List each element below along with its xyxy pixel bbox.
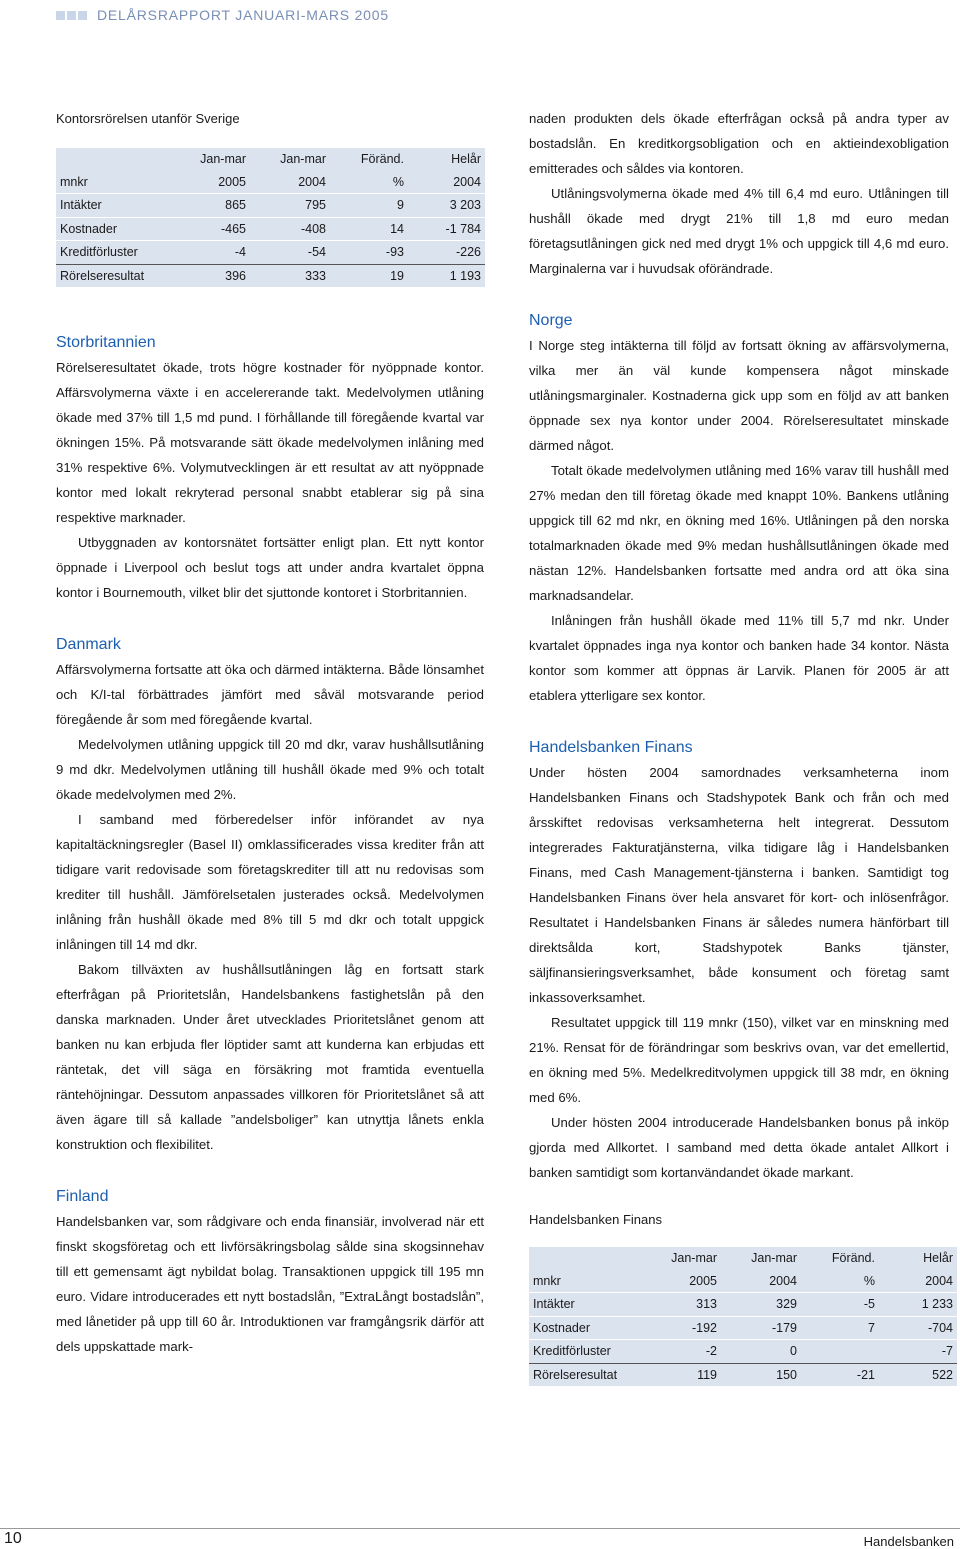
table-header-cell: Jan-mar	[647, 1247, 721, 1270]
table-cell: -2	[647, 1340, 721, 1364]
table-cell: 396	[176, 264, 250, 287]
table-header-cell: Helår	[408, 148, 485, 171]
paragraph: Bakom tillväxten av hushållsutlåningen låg en fortsatt stark efterfrågan på Prioritetslån, Handelsbankens fastighetslån på den danska marknaden. Under året utvecklades Prioritetslånet genom att banken nu kan erbjuda fler löptider samt att kunderna kan erbjudas ett räntetak, det vill säga en försäkring mot framtida eventuella räntehöjningar. Dessutom anpassades villkoren för Prioritetslånet så att även ägare till så kallade ”andelsboliger” kan utnyttja lånets enkla konstruktion och flexibilitet.	[56, 962, 484, 1152]
table-row	[56, 217, 485, 241]
table-header-cell: %	[801, 1270, 879, 1293]
table-cell: Kreditförluster	[529, 1340, 647, 1364]
table-header-cell	[56, 148, 176, 171]
section-heading-finland: Finland	[56, 1188, 109, 1205]
paragraph: Inlåningen från hushåll ökade med 11% till 5,7 md nkr. Under kvartalet öppnades inga nya kontor och banken hade 34 kontor. Nästa kontor som kommer att öppnas är Larvik. Planen för 2005 är att etablera ytterligare sex kontor.	[529, 613, 949, 703]
paragraph: Affärsvolymerna fortsatte att öka och därmed intäkterna. Både lönsamhet och K/I-tal förbättrades jämfört med såväl motsvarande period föregående år som med föregående kvartal.	[56, 662, 484, 727]
paragraph: Resultatet uppgick till 119 mnkr (150), vilket var en minskning med 21%. Rensat för de förändringar som beskrivs ovan, var det emellertid, en ökning med 5%. Medelkreditvolymen uppgick till 38 mdr, en ökning med 6%.	[529, 1015, 949, 1105]
table-cell: 795	[250, 194, 330, 218]
table-cell: 9	[330, 194, 408, 218]
table-cell: 522	[879, 1363, 957, 1386]
table-header-row	[56, 148, 485, 171]
paragraph: Utlåningsvolymerna ökade med 4% till 6,4 md euro. Utlåningen till hushåll ökade med drygt 21% till 1,8 md euro medan företagsutlåningen gick ned med drygt 1% och uppgick till 4,6 md euro. Marginalerna var i huvudsak oförändrade.	[529, 186, 949, 276]
table-cell: -179	[721, 1316, 801, 1340]
paragraph: naden produkten dels ökade efterfrågan också på andra typer av bostadslån. En kreditkorgsobligation och en aktieindexobligation emitterades och såldes via kontoren.	[529, 111, 949, 176]
table-cell: 0	[721, 1340, 801, 1364]
left-column	[56, 330, 484, 1359]
table-cell: Kostnader	[56, 217, 176, 241]
table-cell: Intäkter	[529, 1293, 647, 1317]
paragraph: I Norge steg intäkterna till följd av fortsatt ökning av affärsvolymerna, vilka mer än väl kunde kompensera något minskade utlåningsmarginaler. Kostnaderna gick upp som en följd av att banken öppnade sex nya kontor under 2004. Rörelseresultatet minskade därmed något.	[529, 338, 949, 453]
table-row	[56, 241, 485, 265]
table-cell: -7	[879, 1340, 957, 1364]
paragraph: Under hösten 2004 samordnades verksamheterna inom Handelsbanken Finans och Stadshypotek Bank och från och med årsskiftet redovisas verksamheterna helt integrerat. Dessutom integrerades Fakturatjänsterna, vilka tidigare låg i Handelsbanken Finans, med Cash Management-tjänsterna i banken. Samtidigt tog Handelsbanken Finans över hela ansvaret för kort- och inlösenfrågor. Resultatet i Handelsbanken Finans är således numera hänförbart till direktsålda kort, Stadshypotek Banks tjänster, säljfinansieringsverksamhet, både konsument och företag samt inkassoverksamhet.	[529, 765, 949, 1005]
table-cell: 19	[330, 264, 408, 287]
table-header-cell: Föränd.	[330, 148, 408, 171]
header-square-icon	[56, 11, 65, 20]
page-number: 10	[4, 1530, 22, 1547]
table-cell: 1 193	[408, 264, 485, 287]
table-cell: 313	[647, 1293, 721, 1317]
paragraph: Rörelseresultatet ökade, trots högre kostnader för nyöppnade kontor. Affärsvolymerna växte i en accelererande takt. Medelvolymen utlåning ökade med 37% till 1,5 md pund. I förhållande till föregående kvartal var ökningen 15%. På motsvarande sätt ökade medelvolymen inlåning med 31% respektive 6%. Volymutvecklingen är ett resultat av att nyöppnade kontor med lokalt rekryterad personal snabbt etablerar sig på sina respektive marknader.	[56, 360, 484, 525]
table2-caption: Handelsbanken Finans	[529, 1212, 662, 1227]
table-cell: 7	[801, 1316, 879, 1340]
table-header-cell: %	[330, 171, 408, 194]
table-cell: 14	[330, 217, 408, 241]
table-cell: Kreditförluster	[56, 241, 176, 265]
table-header-cell: 2004	[408, 171, 485, 194]
header-square-icon	[67, 11, 76, 20]
table-cell: 865	[176, 194, 250, 218]
table-cell: 1 233	[879, 1293, 957, 1317]
table-cell: Rörelseresultat	[56, 264, 176, 287]
section-heading-danmark: Danmark	[56, 636, 121, 653]
table-cell: Rörelseresultat	[529, 1363, 647, 1386]
table-cell: Intäkter	[56, 194, 176, 218]
paragraph: Totalt ökade medelvolymen utlåning med 16% varav till hushåll med 27% medan den till företag ökade med knappt 10%. Bankens utlåning uppgick till 62 md nkr, en ökning med 16%. Utlåningen på den norska totalmarknaden ökade med 9% medan hushållsutlåningen ökade med nästan 12%. Handelsbanken fortsatte med andra ord att öka sina marknadsandelar.	[529, 463, 949, 603]
table2	[529, 1247, 957, 1386]
table-cell: 119	[647, 1363, 721, 1386]
table-cell: -1 784	[408, 217, 485, 241]
table-cell: -5	[801, 1293, 879, 1317]
table-cell: -408	[250, 217, 330, 241]
table-row	[529, 1340, 957, 1364]
table-cell: -54	[250, 241, 330, 265]
table-header-cell: Jan-mar	[721, 1247, 801, 1270]
table-cell: 3 203	[408, 194, 485, 218]
footer-brand: Handelsbanken	[863, 1534, 954, 1549]
table-header-cell: 2004	[879, 1270, 957, 1293]
table-cell: 150	[721, 1363, 801, 1386]
table-cell: 333	[250, 264, 330, 287]
footer-divider	[0, 1528, 960, 1529]
table-header-cell: 2005	[176, 171, 250, 194]
section-heading-norge: Norge	[529, 312, 573, 329]
table-header-cell: 2005	[647, 1270, 721, 1293]
table-row	[529, 1316, 957, 1340]
table-header-cell: mnkr	[56, 171, 176, 194]
table-row	[56, 264, 485, 287]
right-column	[529, 106, 949, 1185]
paragraph: I samband med förberedelser inför införandet av nya kapitaltäckningsregler (Basel II) omklassificerades vissa krediter från att tidigare varit redovisade som företagskrediter till att nu redovisas som krediter till hushåll. Jämförelsetalen justerades också. Medelvolymen inlåning från hushåll ökade med 8% till 5 md dkr och totalt uppgick inlåningen till 14 md dkr.	[56, 812, 484, 952]
table-header-row	[529, 1270, 957, 1293]
table-header-cell: Helår	[879, 1247, 957, 1270]
table-header-row	[529, 1247, 957, 1270]
paragraph: Medelvolymen utlåning uppgick till 20 md dkr, varav hushållsutlåning 9 md dkr. Medelvolymen utlåning till hushåll ökade med 9% och totalt ökade medelvolymen med 2%.	[56, 737, 484, 802]
table-cell: Kostnader	[529, 1316, 647, 1340]
table-cell	[801, 1340, 879, 1364]
table-cell: -4	[176, 241, 250, 265]
table-header-cell: Jan-mar	[250, 148, 330, 171]
table-header-cell: 2004	[250, 171, 330, 194]
table-header-cell: Föränd.	[801, 1247, 879, 1270]
table-header-cell	[529, 1247, 647, 1270]
table-row	[529, 1363, 957, 1386]
table-cell: -93	[330, 241, 408, 265]
paragraph: Handelsbanken var, som rådgivare och enda finansiär, involverad när ett finskt skogsföretag och ett livförsäkringsbolag sålde sina skogsinnehav till ett gemensamt ägt nybildat bolag. Transaktionen uppgick till 195 mn euro. Vidare introducerades ett nytt bostadslån, ”ExtraLångt bostadslån”, med lånetider på upp till 60 år. Introduktionen var framgångsrik därför att dels uppskattade mark-	[56, 1214, 484, 1354]
table-row	[529, 1293, 957, 1317]
table-header-cell: 2004	[721, 1270, 801, 1293]
header-title: DELÅRSRAPPORT JANUARI-MARS 2005	[97, 7, 389, 23]
table-cell: -226	[408, 241, 485, 265]
section-heading-handelsbanken-finans: Handelsbanken Finans	[529, 739, 693, 756]
table-header-cell: mnkr	[529, 1270, 647, 1293]
table-row	[56, 194, 485, 218]
table-cell: -465	[176, 217, 250, 241]
table-cell: 329	[721, 1293, 801, 1317]
table-cell: -192	[647, 1316, 721, 1340]
report-header	[56, 5, 389, 25]
paragraph: Utbyggnaden av kontorsnätet fortsätter enligt plan. Ett nytt kontor öppnade i Liverpool och beslut togs att under andra kvartalet öppna kontor i Bournemouth, vilket blir det sjuttonde kontoret i Storbritannien.	[56, 535, 484, 600]
table-cell: -21	[801, 1363, 879, 1386]
section-heading-storbritannien: Storbritannien	[56, 334, 156, 351]
table1	[56, 148, 485, 287]
header-square-icon	[78, 11, 87, 20]
paragraph: Under hösten 2004 introducerade Handelsbanken bonus på inköp gjorda med Allkortet. I samband med detta ökade antalet Allkort i banken samtidigt som kortanvändandet ökade markant.	[529, 1115, 949, 1180]
table-header-cell: Jan-mar	[176, 148, 250, 171]
table-header-row	[56, 171, 485, 194]
table1-caption: Kontorsrörelsen utanför Sverige	[56, 111, 240, 126]
table-cell: -704	[879, 1316, 957, 1340]
